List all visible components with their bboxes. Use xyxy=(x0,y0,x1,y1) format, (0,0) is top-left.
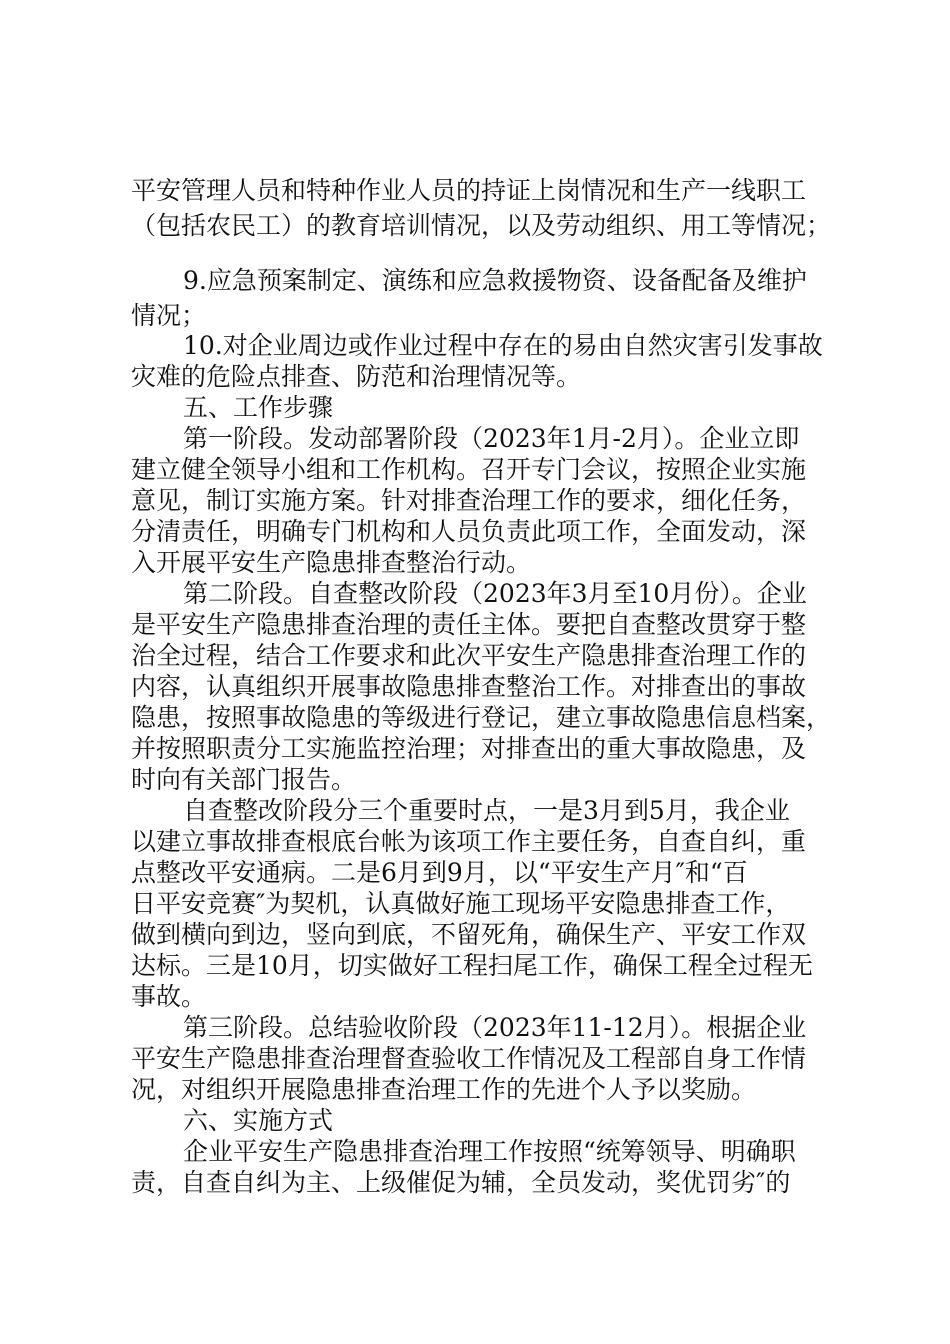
text-line: 第三阶段。总结验收阶段（2023年11-12月）。根据企业 xyxy=(183,1013,807,1042)
text-line: 自查整改阶段分三个重要时点，一是3月到5月，我企业 xyxy=(183,796,790,825)
text-line: 意见，制订实施方案。针对排查治理工作的要求，细化任务， xyxy=(131,486,807,515)
text-line: 况，对组织开展隐患排查治理工作的先进个人予以奖励。 xyxy=(131,1075,757,1104)
text-line: 做到横向到边，竖向到底，不留死角，确保生产、平安工作双 xyxy=(131,920,807,949)
section-heading: 六、实施方式 xyxy=(183,1106,334,1135)
text-line: 平安管理人员和特种作业人员的持证上岗情况和生产一线职工 xyxy=(131,176,807,205)
text-line: 分清责任，明确专门机构和人员负责此项工作，全面发动，深 xyxy=(131,517,807,546)
text-line: 点整改平安通病。二是6月到9月，以“平安生产月″和“百 xyxy=(131,858,748,887)
text-line: 情况； xyxy=(131,301,207,330)
text-line: 建立健全领导小组和工作机构。召开专门会议，按照企业实施 xyxy=(131,455,807,484)
text-line: 入开展平安生产隐患排查整治行动。 xyxy=(131,548,532,577)
text-line: 10.对企业周边或作业过程中存在的易由自然灾害引发事故 xyxy=(183,331,823,360)
text-line: 是平安生产隐患排查治理的责任主体。要把自查整改贯穿于整 xyxy=(131,610,807,639)
text-line: 内容，认真组织开展事故隐患排查整治工作。对排查出的事故 xyxy=(131,672,807,701)
text-line: 隐患，按照事故隐患的等级进行登记，建立事故隐患信息档案， xyxy=(131,703,832,732)
text-line: （包括农民工）的教育培训情况，以及劳动组织、用工等情况； xyxy=(131,211,832,240)
text-line: 以建立事故排查根底台帐为该项工作主要任务，自查自纠，重 xyxy=(131,827,807,856)
text-line: 第一阶段。发动部署阶段（2023年1月-2月）。企业立即 xyxy=(183,424,800,453)
text-line: 第二阶段。自查整改阶段（2023年3月至10月份）。企业 xyxy=(183,579,807,608)
section-heading: 五、工作步骤 xyxy=(183,393,334,422)
text-line: 事故。 xyxy=(131,982,207,1011)
text-line: 9.应急预案制定、演练和应急救援物资、设备配备及维护 xyxy=(183,266,807,295)
text-line: 时向有关部门报告。 xyxy=(131,765,357,794)
text-line: 平安生产隐患排查治理督查验收工作情况及工程部自身工作情 xyxy=(131,1044,807,1073)
text-line: 灾难的危险点排查、防范和治理情况等。 xyxy=(131,362,582,391)
text-line: 企业平安生产隐患排查治理工作按照“统筹领导、明确职 xyxy=(183,1137,796,1166)
text-line: 日平安竞赛″为契机，认真做好施工现场平安隐患排查工作， xyxy=(131,889,791,918)
text-line: 责，自查自纠为主、上级催促为辅，全员发动，奖优罚劣″的 xyxy=(131,1168,791,1197)
text-line: 治全过程，结合工作要求和此次平安生产隐患排查治理工作的 xyxy=(131,641,807,670)
text-line: 达标。三是10月，切实做好工程扫尾工作，确保工程全过程无 xyxy=(131,951,813,980)
text-line: 并按照职责分工实施监控治理；对排查出的重大事故隐患，及 xyxy=(131,734,807,763)
